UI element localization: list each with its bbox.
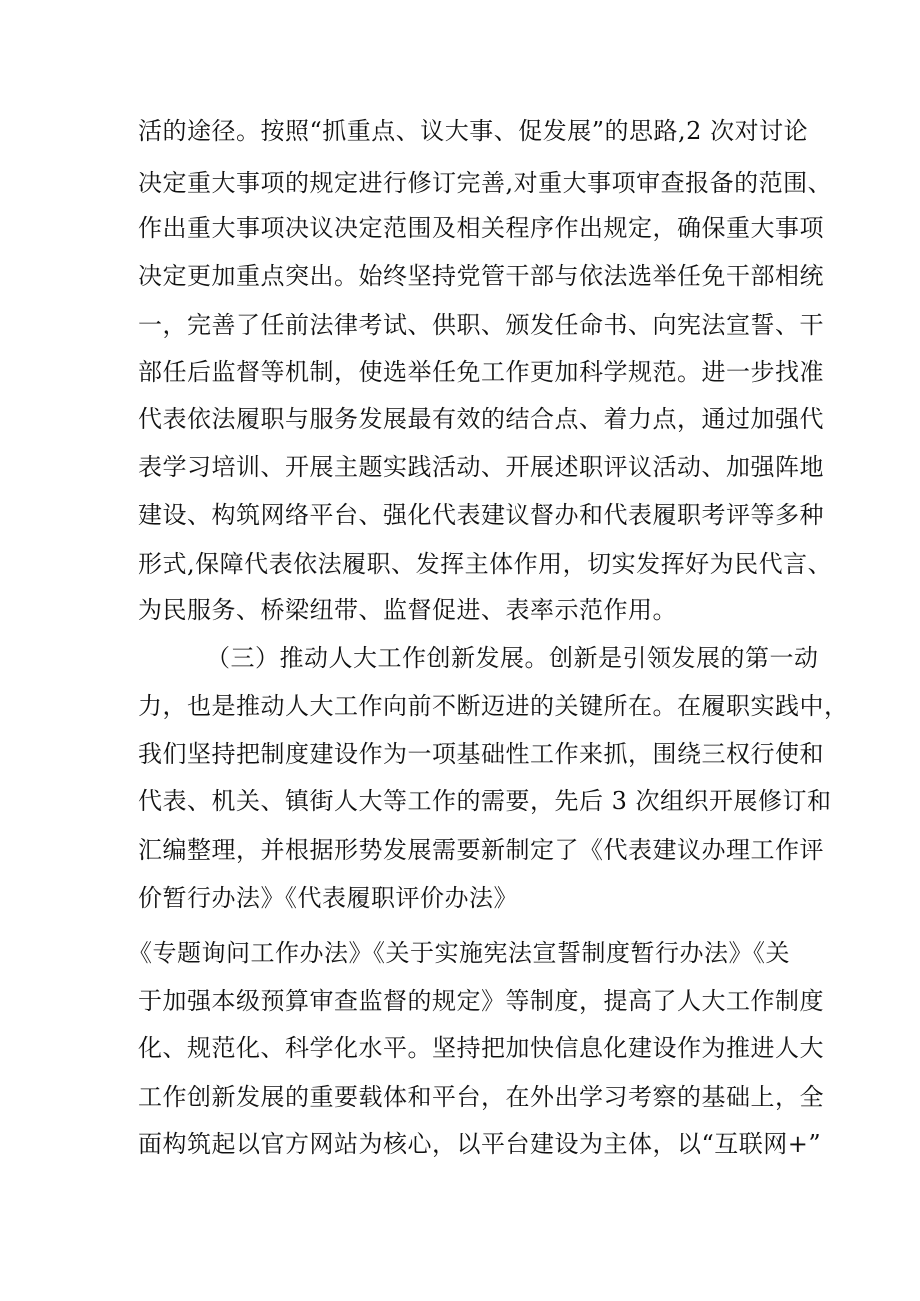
paragraph-line: 决定更加重点突出。始终坚持党管干部与依法选举任免干部相统: [138, 262, 824, 290]
paragraph-line: 形式,保障代表依法履职、发挥主体作用，切实发挥好为民代言、: [138, 550, 833, 578]
paragraph-line: 我们坚持把制度建设作为一项基础性工作来抓，围绕三权行使和: [138, 740, 824, 768]
paragraph-line: 于加强本级预算审查监督的规定》等制度，提高了人大工作制度: [138, 987, 824, 1015]
paragraph-line: 决定重大事项的规定进行修订完善,对重大事项审查报备的范围、: [138, 169, 833, 197]
paragraph-line: 活的途径。按照“抓重点、议大事、促发展”的思路,2 次对讨论: [138, 117, 809, 145]
paragraph-line: 作出重大事项决议决定范围及相关程序作出规定，确保重大事项: [138, 214, 824, 242]
paragraph-line: 工作创新发展的重要载体和平台，在外出学习考察的基础上，全: [138, 1083, 824, 1111]
paragraph-line: 力，也是推动人大工作向前不断迈进的关键所在。在履职实践中，: [138, 692, 849, 720]
paragraph-line: 化、规范化、科学化水平。坚持把加快信息化建设作为推进人大: [138, 1034, 824, 1062]
paragraph-line: 面构筑起以官方网站为核心，以平台建设为主体，以“互联网+”: [138, 1130, 822, 1158]
paragraph-line: 建设、构筑网络平台、强化代表建议督办和代表履职考评等多种: [138, 501, 824, 529]
paragraph-line: 《专题询问工作办法》《关于实施宪法宣誓制度暂行办法》《关: [128, 939, 790, 967]
paragraph-line: 表学习培训、开展主题实践活动、开展述职评议活动、加强阵地: [138, 453, 824, 481]
section-heading-line: （三）推动人大工作创新发展。创新是引领发展的第一动: [206, 644, 819, 672]
paragraph-line: 部任后监督等机制，使选举任免工作更加科学规范。进一步找准: [138, 358, 824, 386]
paragraph-line: 价暂行办法》《代表履职评价办法》: [138, 884, 518, 912]
paragraph-line: 代表、机关、镇街人大等工作的需要，先后 3 次组织开展修订和: [138, 787, 832, 815]
paragraph-line: 一，完善了任前法律考试、供职、颁发任命书、向宪法宣誓、干: [138, 311, 824, 339]
paragraph-line: 代表依法履职与服务发展最有效的结合点、着力点，通过加强代: [138, 405, 824, 433]
paragraph-line: 汇编整理，并根据形势发展需要新制定了《代表建议办理工作评: [138, 836, 824, 864]
paragraph-line: 为民服务、桥梁纽带、监督促进、表率示范作用。: [138, 596, 677, 624]
